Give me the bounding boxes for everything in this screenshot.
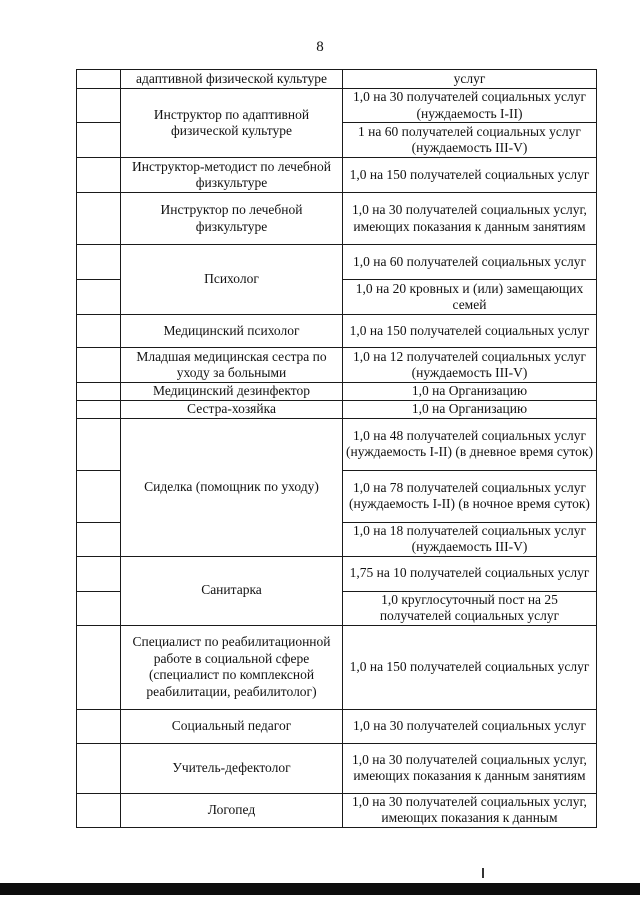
table-row [77, 70, 597, 89]
norm-cell: 1,0 на 30 получателей социальных услуг (нуждаемость I-II) [343, 89, 597, 123]
norm-cell: 1,0 на 150 получателей социальных услуг [343, 625, 597, 709]
position-cell: Инструктор по адаптивной физической культуре [121, 89, 343, 158]
table-row [77, 793, 597, 827]
norm-cell: 1,0 на 30 получателей социальных услуг, имеющих показания к данным занятиям [343, 193, 597, 245]
row-number-cell [77, 591, 121, 625]
position-cell: Специалист по реабилитационной работе в социальной сфере (специалист по комплексной реабилитации, реабилитолог) [121, 625, 343, 709]
position-cell: Социальный педагог [121, 709, 343, 743]
position-cell: Сестра-хозяйка [121, 400, 343, 418]
row-number-cell [77, 709, 121, 743]
position-cell: Медицинский психолог [121, 315, 343, 348]
table-row [77, 89, 597, 123]
norm-cell: 1,75 на 10 получателей социальных услуг [343, 556, 597, 591]
norm-cell: 1,0 на 30 получателей социальных услуг [343, 709, 597, 743]
table-row [77, 400, 597, 418]
norm-cell: 1,0 на 18 получателей социальных услуг (нуждаемость III-V) [343, 522, 597, 556]
row-number-cell [77, 193, 121, 245]
position-cell: Сиделка (помощник по уходу) [121, 418, 343, 556]
row-number-cell [77, 522, 121, 556]
norm-cell: 1,0 на 30 получателей социальных услуг, имеющих показания к данным [343, 793, 597, 827]
table-row [77, 158, 597, 193]
row-number-cell [77, 280, 121, 315]
table-row [77, 383, 597, 401]
norm-cell: 1,0 на 20 кровных и (или) замещающих семей [343, 280, 597, 315]
row-number-cell [77, 743, 121, 793]
row-number-cell [77, 625, 121, 709]
norm-cell: 1,0 на 30 получателей социальных услуг, имеющих показания к данным занятиям [343, 743, 597, 793]
page-number: 8 [316, 39, 324, 55]
norm-cell: 1,0 на Организацию [343, 400, 597, 418]
table-row [77, 418, 597, 470]
table-row [77, 193, 597, 245]
position-cell: Логопед [121, 793, 343, 827]
position-cell: Санитарка [121, 556, 343, 625]
table-row [77, 315, 597, 348]
row-number-cell [77, 556, 121, 591]
table-row [77, 709, 597, 743]
norm-cell: 1,0 на 150 получателей социальных услуг [343, 315, 597, 348]
position-cell: Инструктор-методист по лечебной физкультуре [121, 158, 343, 193]
row-number-cell [77, 315, 121, 348]
norm-cell: 1,0 на 12 получателей социальных услуг (нуждаемость III-V) [343, 348, 597, 383]
norm-cell: 1,0 на 60 получателей социальных услуг [343, 245, 597, 280]
position-cell: Инструктор по лечебной физкультуре [121, 193, 343, 245]
position-cell: адаптивной физической культуре [121, 70, 343, 89]
table-row [77, 245, 597, 280]
scan-edge-bar [0, 883, 640, 895]
staffing-norms-table [76, 69, 597, 828]
row-number-cell [77, 245, 121, 280]
row-number-cell [77, 400, 121, 418]
norm-cell: 1,0 на 48 получателей социальных услуг (нуждаемость I-II) (в дневное время суток) [343, 418, 597, 470]
table-row [77, 743, 597, 793]
table-row [77, 556, 597, 591]
norm-cell: 1 на 60 получателей социальных услуг (нуждаемость III-V) [343, 123, 597, 158]
norm-cell: 1,0 на Организацию [343, 383, 597, 401]
scan-artifact [482, 868, 484, 878]
norm-cell: 1,0 на 150 получателей социальных услуг [343, 158, 597, 193]
norm-cell: 1,0 на 78 получателей социальных услуг (нуждаемость I-II) (в ночное время суток) [343, 470, 597, 522]
position-cell: Младшая медицинская сестра по уходу за больными [121, 348, 343, 383]
row-number-cell [77, 348, 121, 383]
row-number-cell [77, 70, 121, 89]
row-number-cell [77, 89, 121, 123]
row-number-cell [77, 383, 121, 401]
table-row [77, 348, 597, 383]
row-number-cell [77, 418, 121, 470]
norm-cell: 1,0 круглосуточный пост на 25 получателей социальных услуг [343, 591, 597, 625]
position-cell: Психолог [121, 245, 343, 315]
position-cell: Медицинский дезинфектор [121, 383, 343, 401]
row-number-cell [77, 470, 121, 522]
position-cell: Учитель-дефектолог [121, 743, 343, 793]
row-number-cell [77, 158, 121, 193]
norm-cell: услуг [343, 70, 597, 89]
staffing-norms-body [77, 70, 597, 828]
row-number-cell [77, 793, 121, 827]
row-number-cell [77, 123, 121, 158]
table-row [77, 625, 597, 709]
